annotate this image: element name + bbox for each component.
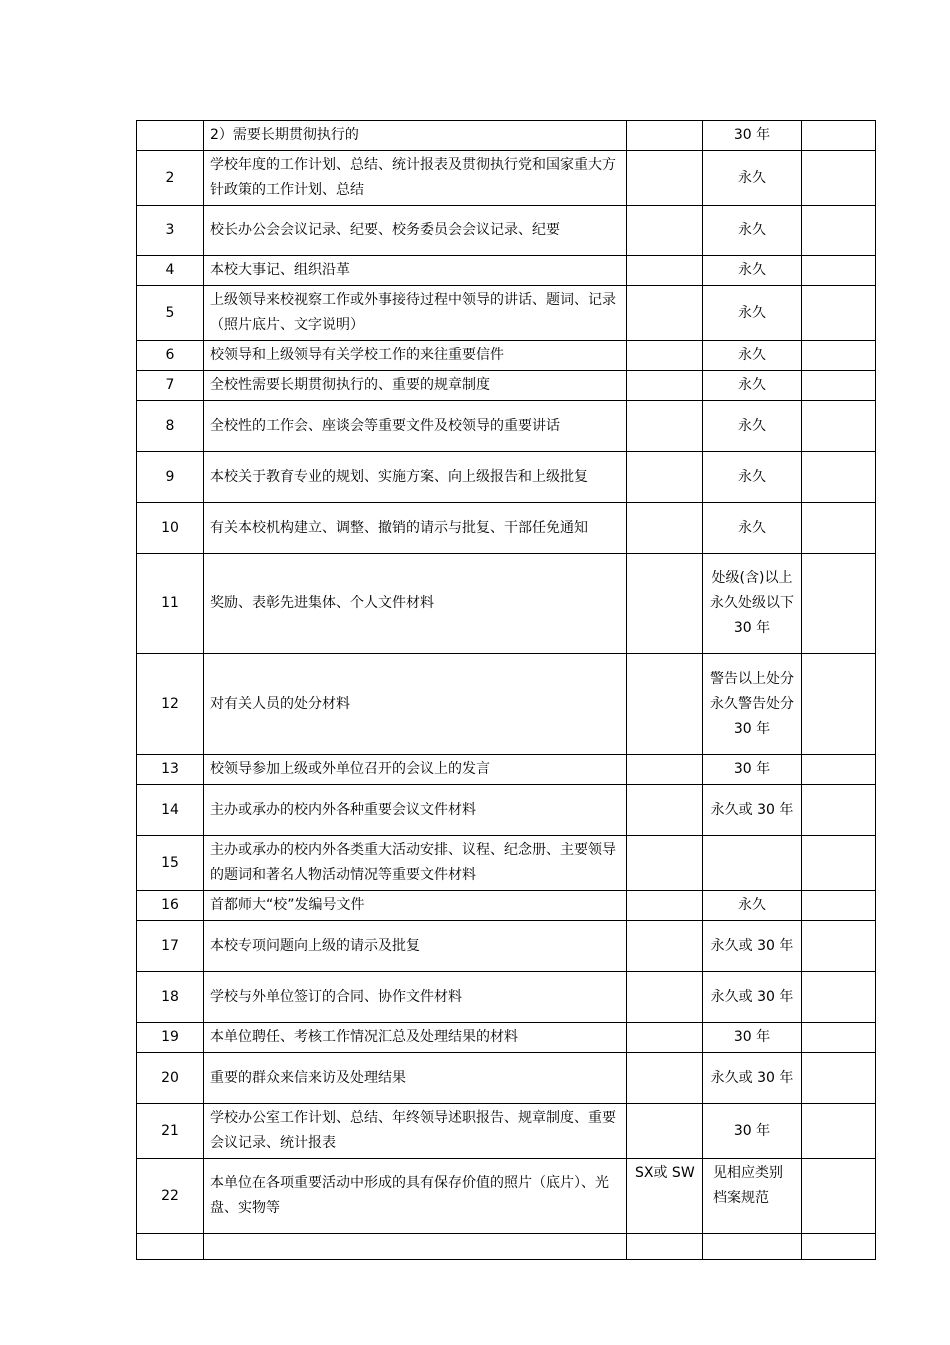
row-code [627,654,703,755]
row-number: 11 [137,554,204,654]
row-content: 2）需要长期贯彻执行的 [204,121,627,151]
row-remark [802,785,876,836]
retention-period [703,1234,802,1260]
row-remark [802,121,876,151]
row-remark [802,554,876,654]
row-number: 14 [137,785,204,836]
retention-period: 见相应类别档案规范 [703,1159,802,1234]
retention-period: 永久 [703,503,802,554]
retention-period: 永久 [703,371,802,401]
table-row [137,286,876,341]
row-code [627,256,703,286]
row-remark [802,341,876,371]
row-remark [802,1159,876,1234]
row-content: 上级领导来校视察工作或外事接待过程中领导的讲话、题词、记录（照片底片、文字说明） [204,286,627,341]
row-code [627,341,703,371]
row-number [137,121,204,151]
row-number: 6 [137,341,204,371]
retention-period [703,836,802,891]
table-row [137,554,876,654]
row-number [137,1234,204,1260]
retention-period: 永久 [703,341,802,371]
row-content: 学校办公室工作计划、总结、年终领导述职报告、规章制度、重要会议记录、统计报表 [204,1104,627,1159]
row-content: 本校大事记、组织沿革 [204,256,627,286]
row-remark [802,401,876,452]
row-number: 5 [137,286,204,341]
retention-period: 永久 [703,286,802,341]
retention-period: 警告以上处分永久警告处分30 年 [703,654,802,755]
row-remark [802,151,876,206]
row-remark [802,921,876,972]
row-remark [802,206,876,256]
row-code [627,836,703,891]
row-remark [802,654,876,755]
table-row [137,206,876,256]
row-content: 本校专项问题向上级的请示及批复 [204,921,627,972]
row-number: 18 [137,972,204,1023]
table-row [137,452,876,503]
row-remark [802,755,876,785]
row-remark [802,836,876,891]
row-code [627,921,703,972]
row-code [627,401,703,452]
row-number: 20 [137,1053,204,1104]
retention-period: 永久或 30 年 [703,921,802,972]
row-content: 主办或承办的校内外各类重大活动安排、议程、纪念册、主要领导的题词和著名人物活动情况等重要文件材料 [204,836,627,891]
table-row [137,891,876,921]
row-number: 13 [137,755,204,785]
row-number: 7 [137,371,204,401]
row-number: 3 [137,206,204,256]
table-row [137,1234,876,1260]
row-code: SX或 SW [627,1159,703,1234]
retention-period: 处级(含)以上永久处级以下30 年 [703,554,802,654]
row-code [627,1053,703,1104]
row-remark [802,1234,876,1260]
retention-period: 永久 [703,452,802,503]
row-code [627,206,703,256]
row-content: 本校关于教育专业的规划、实施方案、向上级报告和上级批复 [204,452,627,503]
table-row [137,921,876,972]
row-content: 学校年度的工作计划、总结、统计报表及贯彻执行党和国家重大方针政策的工作计划、总结 [204,151,627,206]
row-number: 22 [137,1159,204,1234]
table-row [137,121,876,151]
table-row [137,401,876,452]
row-content: 重要的群众来信来访及处理结果 [204,1053,627,1104]
row-code [627,554,703,654]
table-body [137,121,876,1260]
row-code [627,371,703,401]
table-row [137,1053,876,1104]
row-content: 对有关人员的处分材料 [204,654,627,755]
retention-period: 永久 [703,401,802,452]
row-content: 校长办公会会议记录、纪要、校务委员会会议记录、纪要 [204,206,627,256]
row-code [627,972,703,1023]
row-code [627,1234,703,1260]
row-code [627,121,703,151]
row-content: 校领导和上级领导有关学校工作的来往重要信件 [204,341,627,371]
row-content: 校领导参加上级或外单位召开的会议上的发言 [204,755,627,785]
row-code [627,785,703,836]
row-code [627,452,703,503]
row-remark [802,1023,876,1053]
table-row [137,654,876,755]
row-content: 学校与外单位签订的合同、协作文件材料 [204,972,627,1023]
row-number: 12 [137,654,204,755]
row-content: 全校性需要长期贯彻执行的、重要的规章制度 [204,371,627,401]
row-remark [802,1104,876,1159]
row-content [204,1234,627,1260]
retention-period: 永久或 30 年 [703,972,802,1023]
row-content: 全校性的工作会、座谈会等重要文件及校领导的重要讲话 [204,401,627,452]
retention-period: 30 年 [703,1023,802,1053]
table-row [137,1023,876,1053]
row-code [627,503,703,554]
row-remark [802,891,876,921]
table-row [137,503,876,554]
row-number: 2 [137,151,204,206]
row-remark [802,256,876,286]
table-row [137,341,876,371]
table-row [137,151,876,206]
table-row [137,371,876,401]
retention-period: 永久或 30 年 [703,785,802,836]
retention-period: 30 年 [703,1104,802,1159]
retention-period: 30 年 [703,121,802,151]
retention-period: 永久 [703,151,802,206]
row-content: 奖励、表彰先进集体、个人文件材料 [204,554,627,654]
table-row [137,755,876,785]
table-row [137,1104,876,1159]
row-number: 19 [137,1023,204,1053]
row-number: 9 [137,452,204,503]
row-remark [802,452,876,503]
row-code [627,286,703,341]
row-content: 有关本校机构建立、调整、撤销的请示与批复、干部任免通知 [204,503,627,554]
retention-period: 永久 [703,256,802,286]
row-remark [802,371,876,401]
table-row [137,256,876,286]
row-content: 本单位聘任、考核工作情况汇总及处理结果的材料 [204,1023,627,1053]
row-number: 15 [137,836,204,891]
row-content: 首都师大“校”发编号文件 [204,891,627,921]
retention-period: 永久或 30 年 [703,1053,802,1104]
row-remark [802,503,876,554]
row-content: 本单位在各项重要活动中形成的具有保存价值的照片（底片）、光盘、实物等 [204,1159,627,1234]
row-number: 4 [137,256,204,286]
row-number: 21 [137,1104,204,1159]
row-number: 16 [137,891,204,921]
row-code [627,891,703,921]
table-row [137,972,876,1023]
row-code [627,1104,703,1159]
row-remark [802,1053,876,1104]
row-content: 主办或承办的校内外各种重要会议文件材料 [204,785,627,836]
row-code [627,1023,703,1053]
retention-period: 30 年 [703,755,802,785]
table-row [137,1159,876,1234]
retention-schedule-table [136,120,876,1260]
row-number: 10 [137,503,204,554]
row-remark [802,286,876,341]
row-code [627,151,703,206]
row-number: 8 [137,401,204,452]
row-remark [802,972,876,1023]
table-row [137,836,876,891]
table-row [137,785,876,836]
retention-period: 永久 [703,206,802,256]
row-code [627,755,703,785]
row-number: 17 [137,921,204,972]
retention-period: 永久 [703,891,802,921]
